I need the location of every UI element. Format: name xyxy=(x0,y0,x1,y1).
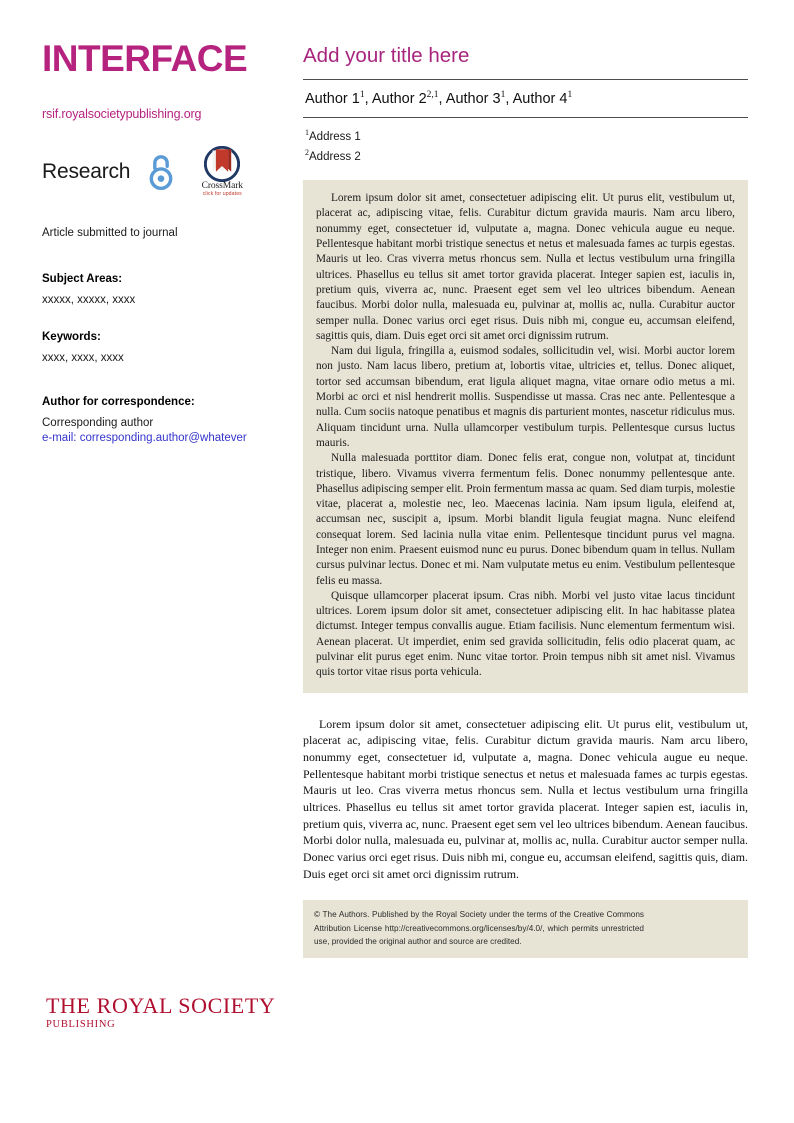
royal-society-publishing-logo xyxy=(46,995,306,1030)
page-title: Add your title here xyxy=(303,44,470,67)
open-access-icon xyxy=(144,153,178,191)
subject-areas-value: xxxxx, xxxxx, xxxx xyxy=(42,293,136,306)
body-paragraph: Lorem ipsum dolor sit amet, consectetuer adipiscing elit. Ut purus elit, vestibulum ut, placerat ac, adipiscing vitae, felis. Curabitur dictum gravida mauris. Nam arcu libero, nonummy eget, consectetuer id, vulputate a, magna. Donec vehicula augue eu neque. Pellentesque habitant morbi tristique senectus et netus et malesuada fames ac turpis egestas. Mauris ut leo. Cras viverra metus rhoncus sem. Nulla et lectus vestibulum urna fringilla ultrices. Phasellus eu tellus sit amet tortor gravida placerat. Integer sapien est, iaculis in, pretium quis, viverra ac, nunc. Praesent eget sem vel leo ultrices bibendum. Aenean faucibus. Morbi dolor nulla, malesuada eu, pulvinar at, mollis ac, nulla. Curabitur auctor semper nulla. Donec varius orci eget risus. Duis nibh mi, congue eu, accumsan eleifend, sagittis quis, diam. Duis eget orci sit amet orci dignissim rutrum. xyxy=(303,716,748,881)
abstract-paragraph: Lorem ipsum dolor sit amet, consectetuer adipiscing elit. Ut purus elit, vestibulum ut, placerat ac, adipiscing vitae, felis. Curabitur dictum gravida mauris. Nam arcu libero, nonummy eget, consectetuer id, vulputate a, magna. Donec vehicula augue eu neque. Pellentesque habitant morbi tristique senectus et netus et malesuada fames ac turpis egestas. Mauris ut leo. Cras viverra metus rhoncus sem. Nulla et lectus vestibulum urna fringilla ultrices. Phasellus eu tellus sit amet tortor gravida placerat. Integer sapien est, iaculis in, pretium quis, viverra ac, nunc. Praesent eget sem vel leo ultrices bibendum. Aenean faucibus. Morbi dolor nulla, malesuada eu, pulvinar at, mollis ac, nulla. Curabitur auctor semper nulla. Donec varius orci eget risus. Duis nibh mi, congue eu, accumsan eleifend, sagittis quis, diam. Duis eget orci sit amet orci dignissim rutrum. xyxy=(316,192,735,342)
submission-status-note: Article submitted to journal xyxy=(42,226,178,239)
correspondence-heading: Author for correspondence: xyxy=(42,396,195,409)
crossmark-icon xyxy=(204,146,240,182)
affiliation-item xyxy=(305,147,748,166)
body-text xyxy=(303,716,748,883)
abstract-box xyxy=(303,180,748,693)
subject-areas-heading: Subject Areas: xyxy=(42,272,123,285)
affiliation-list xyxy=(303,118,748,166)
correspondence-block xyxy=(42,396,292,444)
keywords-block xyxy=(42,331,292,367)
copyright-text: © The Authors. Published by the Royal Society under the terms of the Creative Commons Attribution License http://creativecommons.org/licenses/by/4.0/, which permits unrestricted use, provided the original author and source are credited. xyxy=(314,910,644,946)
journal-url[interactable]: rsif.royalsocietypublishing.org xyxy=(42,106,202,121)
keywords-value: xxxx, xxxx, xxxx xyxy=(42,351,124,364)
sidebar xyxy=(42,40,292,466)
crossmark-wordmark: CrossMark xyxy=(201,181,243,192)
correspondence-email-link[interactable]: e-mail: corresponding.author@whatever xyxy=(42,431,247,444)
copyright-license-box xyxy=(303,900,748,958)
affiliation-text: Address 2 xyxy=(309,150,361,163)
royal-society-logo-line1: THE ROYAL SOCIETY xyxy=(46,993,276,1018)
section-label: Research xyxy=(42,159,131,183)
affiliation-text: Address 1 xyxy=(309,131,361,144)
abstract-paragraph: Quisque ullamcorper placerat ipsum. Cras nibh. Morbi vel justo vitae lacus tincidunt ultrices. Lorem ipsum dolor sit amet, consectetuer adipiscing elit. In hac habitasse platea dictumst. Integer tempus convallis augue. Etiam facilisis. Nunc elementum fermentum wisi. Aenean placerat. Ut imperdiet, enim sed gravida sollicitudin, felis odio placerat quam, ac pulvinar elit purus eget enim. Nunc vitae tortor. Proin tempus nibh sit amet nisl. Vivamus quis tortor vitae risus porta vehicula. xyxy=(316,589,735,679)
affiliation-marker: 1 xyxy=(305,128,309,138)
affiliation-marker: 2 xyxy=(305,147,309,157)
crossmark-subtitle: click for updates xyxy=(202,191,242,198)
journal-masthead-title: INTERFACE xyxy=(42,38,248,79)
main-column xyxy=(303,44,748,958)
crossmark-logo[interactable] xyxy=(196,146,248,197)
subject-areas-block xyxy=(42,273,292,309)
royal-society-logo-line2: PUBLISHING xyxy=(46,1019,116,1030)
abstract-paragraph: Nam dui ligula, fringilla a, euismod sodales, sollicitudin vel, wisi. Morbi auctor lorem non justo. Nam lacus libero, pretium at, lobortis vitae, ultricies et, tellus. Donec aliquet, tortor sed accumsan bibendum, erat ligula aliquet magna, vitae ornare odio metus a mi. Morbi ac orci et nisl hendrerit mollis. Suspendisse ut massa. Cras nec ante. Pellentesque a nulla. Cum sociis natoque penatibus et magnis dis parturient montes, nascetur ridiculus mus. Aliquam tincidunt urna. Nulla ullamcorper vestibulum turpis. Pellentesque cursus luctus mauris. xyxy=(316,345,735,449)
correspondence-name: Corresponding author xyxy=(42,417,154,430)
research-badge-row xyxy=(42,143,292,201)
author-list: Author $1^1$, Author 2$^{2,1}$, Author $3^1$, Author $4^1$ xyxy=(305,89,573,107)
abstract-paragraph: Nulla malesuada porttitor diam. Donec felis erat, congue non, volutpat at, tincidunt tristique, libero. Vivamus viverra fermentum felis. Donec nonummy pellentesque ante. Phasellus adipiscing semper elit. Proin fermentum massa ac quam. Sed diam turpis, molestie vitae, placerat a, molestie nec, leo. Maecenas lacinia. Nam ipsum ligula, eleifend at, accumsan nec, suscipit a, ipsum. Morbi blandit ligula feugiat magna. Nunc eleifend consequat lorem. Sed lacinia nulla vitae enim. Pellentesque tincidunt purus vel magna. Integer non enim. Praesent euismod nunc eu purus. Donec bibendum quam in tellus. Nullam cursus pulvinar lectus. Donec et mi. Nam vulputate metus eu enim. Vestibulum pellentesque felis eu massa. xyxy=(316,452,735,587)
affiliation-item xyxy=(305,127,748,146)
keywords-heading: Keywords: xyxy=(42,330,101,343)
